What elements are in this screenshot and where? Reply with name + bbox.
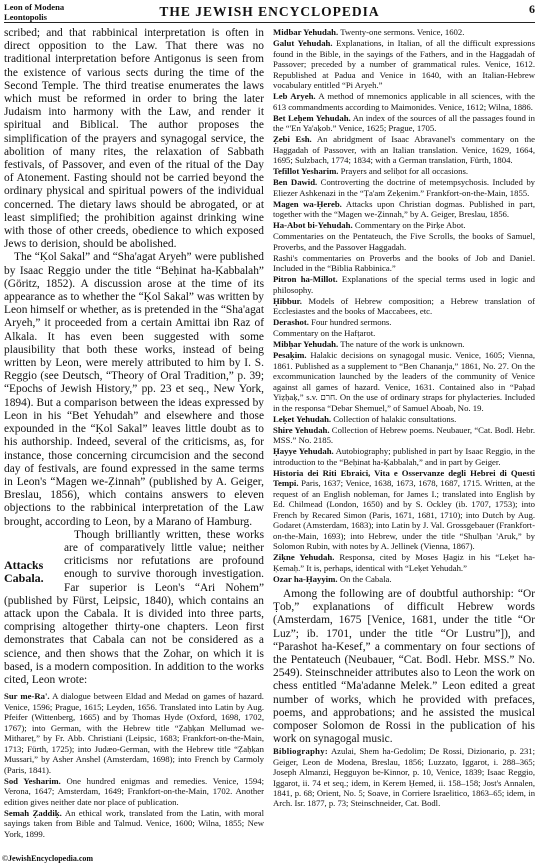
work-entry [273, 350, 535, 413]
work-description: On the Cabala. [339, 573, 392, 584]
work-title: Bet Leḥem Yehudah. [273, 112, 351, 123]
work-title: Historia dei Riti Ebraici, Vita e Osservanze degli Hebrei di Questi Tempi. [273, 467, 535, 488]
header-rule [4, 22, 535, 23]
work-description: An ethical work, translated from the Latin, with moral sayings taken from Bible and Talmud. Venice, 1600; Wilna, 1855; New York, 1899. [4, 807, 264, 839]
work-title: Midbar Yehudah. [273, 27, 339, 37]
work-entry [273, 166, 535, 177]
work-description: Autobiography; published in part by Isaac Reggio, in the introduction to the “Beḥinat ha-Ḳabbalah,” and in part by Geiger. [273, 446, 535, 467]
work-title: Ẓebi Esh. [273, 134, 312, 144]
work-title: Ben Dawid. [273, 177, 318, 187]
body-paragraph: scribed; and that rabbinical interpretation is often in direct opposition to the Law. That there was no traditional interpretation before Antigonus is seen from the existence of various sects during the time of the Second Temple. The third treatise enumerates the laws which must be reformed in order to bring the later Judaism into harmony with the Law, and render it spiritual and Biblical. The author proposes the simplification of the prayers and synagogal service, the abolition of many rites, the relaxation of Sabbath festivals, of Passover, and even of the ritual of the Day of Atonement. Fasting should not be carried beyond the ordinary physical and spiritual powers of the individual concerned. The dietary laws should be abrogated, or at least simplified; the prohibition against drinking wine with those of other creeds, obedience to which exposed Jews to derision, should be abolished. [4, 27, 264, 251]
work-title: Leb Aryeh. [273, 91, 316, 101]
work-title: Mibḥar Yehudah. [273, 339, 339, 349]
work-entry [273, 253, 535, 274]
work-description: A dialogue between Eldad and Medad on games of hazard. Venice, 1596; Prague, 1615; Leyden, 1656. Translated into Latin by Aug. Pfeifer (Wittenberg, 1665) and by Thomas Hyde (Oxford, 1698, 1702, 1767); into German, with the Hebrew title “Ẓaḥḳan Mellumad we-Mithareṭ,” by Fr. Abb. Christiani (Leipsic, 1683; Frankfort-on-the-Main, 1713; Fürth, 1725); into Judæo-German, with the Hebrew title “Ẓaḥḳan Mussari,” by Asher Anshel (Amsterdam, 1698); into French by Carmoly (Paris, 1841). [4, 691, 264, 775]
bibliography-text: Azulai, Shem ha-Gedolim; De Rossi, Dizionario, p. 231; Geiger, Leon de Modena, Breslau, 1856; Luzzato, Iggarot, i. 288–365; Joseph Almanzi, Hegguyon be-Kinnor, p. 10, Venice, 1839; Isaac Reggio, Iggarot, ii. 74 et seq.; idem, in Kerem Ḥemed, ii. 158–158; Jost's Annalen, 1841, p. 68; Orient, No. 5; Soave, in Corriere Israelitico, 1863–65; idem, in Arch. Isr. 1877, p. 73; Steinschneider, Cat. Bodl. [273, 746, 535, 809]
work-description: Commentary on the Hafṭarot. [273, 328, 376, 338]
left-body-text [4, 27, 264, 687]
work-description: Rashi's commentaries on Proverbs and the books of Job and Daniel. Included in the “Biblia Rabbinica.” [273, 252, 535, 273]
work-title: Shire Yehudah. [273, 424, 330, 435]
work-title: Ḥayye Yehudah. [273, 446, 334, 456]
work-entry [273, 574, 535, 585]
work-description: Commentaries on the Pentateuch, the Five Scrolls, the books of Samuel, Proverbs, and the Passover Haggadah. [273, 231, 535, 252]
header-running-title-line-1: Leon of Modena [4, 2, 65, 12]
work-entry [273, 328, 535, 339]
footer-credit: ©JewishEncyclopedia.com [2, 854, 94, 863]
work-entry [4, 691, 264, 775]
left-column [4, 27, 264, 840]
work-description: Attacks upon Christian dogmas. Published in part, together with the “Magen we-Ẓinnah,” by A. Geiger, Breslau, 1856. [273, 198, 535, 219]
work-entry [273, 339, 535, 350]
body-paragraph: The “Ḳol Sakal” and “Sha'agat Aryeh” were published by Isaac Reggio under the title “Beḥinat ha-Ḳabbalah” (Göritz, 1852). A discussion arose at the time of its appearance as to whether the “Ḳol Sakal” was written by Leon himself or whether, as is pretended in the “Sha'agat Aryeh,” it proceeded from a certain Amittai ibn Raz of Alkala. It has even been suggested with some plausibility that both these works, instead of being written by Leon, were merely attributed to him by I. S. Reggio (see Deutsch, “Theory of Oral Tradition,” p. 39; “Epochs of Jewish History,” pp. 23 et seq., New York, 1894). But a comparison between the ideas expressed by Leon in his “Bet Yehudah” and elsewhere and those expounded in the “Ḳol Sakal” leaves little doubt as to his authorship. Indeed, several of the criticisms, as, for instance, those concerning circumcision and the second day of festivals, are found expressed in the same terms in Leon's “Magen we-Ẓinnah” (published by A. Geiger, Breslau, 1856), which contains answers to eleven objections to the rabbinical interpretation of the Law brought, according to Leon, by a Marano of Hamburg. [4, 251, 264, 528]
work-entry [273, 274, 535, 295]
work-entry [273, 317, 535, 328]
work-description: Explanations of the special terms used in logic and philosophy. [273, 274, 536, 295]
work-entry [273, 177, 535, 198]
work-entry [273, 134, 535, 166]
work-title: Tefillot Yesharim. [273, 166, 339, 176]
right-body-text [273, 588, 535, 746]
work-description: Halakic decisions on synagogal music. Venice, 1605; Vienna, 1861. Published as a supplement to “Ben Chananja,” 1861, No. 27. On the excommunication launched by the leaders of the community of Venice against all games of hazard. Venice, 1631. Contained also in “Paḥad Yiẓḥaḳ,” s.v. חרם. On the use of ordinary straps for phylacteries. Included in the responsa “Debar Shemuel,” of Samuel Aboab, No. 19. [273, 350, 535, 413]
work-description: An abridgment of Isaac Abravanel's commentary on the Haggadah of Passover, with an Italian translation. Venice, 1629, 1664, 1695; Sulzbach, 1774; 1834; with a German translation, Fürth, 1804. [273, 134, 535, 165]
work-description: Four hundred sermons. [311, 317, 392, 327]
work-entry [273, 38, 535, 91]
work-title: Sur me-Ra'. [4, 691, 50, 702]
page-header [4, 2, 535, 28]
work-description: Twenty-one sermons. Venice, 1602. [340, 27, 465, 37]
work-entry [273, 425, 535, 446]
work-description: The nature of the work is unknown. [340, 339, 465, 349]
work-description: An index of the sources of all the passages found in the “'En Ya'aḳob.” Venice, 1625; Prague, 1705. [273, 112, 536, 133]
work-entry [273, 296, 535, 317]
work-entry [4, 776, 264, 808]
work-title: Ḥibbur. [273, 295, 302, 306]
work-entry [273, 231, 535, 252]
header-running-title-line-2: Leontopolis [4, 12, 47, 22]
work-title: Magen wa-Ḥereb. [273, 198, 342, 209]
work-description: Responsa, cited by Moses Ḥagiz in his “Leḳet ha-Ḳemaḥ.” It is, perhaps, identical with “Leḳet Yehudah.” [273, 552, 536, 573]
work-description: Explanations, in Italian, of all the difficult expressions found in the Bible, in the sayings of the Fathers, and in the Haggadah of Passover; preceded by a number of grammatical rules. Venice, 1612. Republished at Padua and Venice in 1640, with an Italian-Hebrew vocabulary entitled “Pi Aryeh.” [273, 38, 536, 90]
work-description: Commentary on the Pirḳe Abot. [354, 220, 466, 230]
works-list [4, 691, 264, 839]
work-title: Sod Yesharim. [4, 775, 61, 786]
right-column [273, 27, 535, 809]
work-title: Ozar ha-Ḥayyim. [273, 573, 338, 584]
work-entry [273, 27, 535, 38]
cabala-section [4, 529, 264, 687]
work-description: Controverting the doctrine of metempsychosis. Included by Eliezer Ashkenazi in the “Ṭa'am Zeḳenim.” Frankfort-on-the-Main, 1855. [273, 177, 536, 198]
work-description: Prayers and seliḥot for all occasions. [340, 166, 469, 176]
work-entry [273, 552, 535, 573]
bibliography [273, 746, 535, 808]
works-list [273, 27, 535, 584]
work-title: Pitron ha-Millot. [273, 274, 338, 284]
work-entry [273, 414, 535, 425]
work-entry [4, 808, 264, 840]
bibliography-label: Bibliography: [273, 746, 328, 757]
work-title: Leḳet Yehudah. [273, 413, 332, 424]
work-description: A method of mnemonics applicable in all sciences, with the 613 commandments according to Maimonides. Venice, 1612; Wilna, 1886. [273, 91, 535, 112]
body-paragraph: Among the following are of doubtful authorship: “Or Ṭob,” explanations of difficult Hebrew words (Amsterdam, 1675 [Venice, 1681, under the title “Or Luz”; ib. 1701, under the title “Or Lustru”]), and “Parashot ha-Kesef,” a commentary on four sections of the Pentateuch (Neubauer, “Cat. Bodl. Hebr. MSS.” No. 2549). Steinschneider attributes also to Leon the work on chess entitled “Ma'adanne Melek.” Leon edited a great number of works, which he provided with prefaces, poems, and approbations; and he assisted the musical composer Solomon de Rossi in the publication of his work on synagogal music. [273, 588, 535, 746]
work-description: Collection of halakic consultations. [333, 413, 457, 424]
work-entry [273, 220, 535, 231]
header-page-number: 6 [529, 2, 535, 16]
work-title: Pesaḳim. [273, 350, 307, 360]
work-entry [273, 468, 535, 552]
work-entry [273, 113, 535, 134]
work-title: Ha-Abot bi-Yehudah. [273, 220, 353, 230]
work-description: Paris, 1637; Venice, 1638, 1673, 1678, 1687, 1715. Written, at the request of an English nobleman, for James I.; translated into English by Ed. Chilmead (London, 1650) and by S. Ockley (ib. 1707, 1753); into French by Recared Simon (Paris, 1671, 1681, 1710); into Dutch by Aug. Godaret (Amsterdam, 1683); into Latin by J. Val. Grossgebauer (Frankfort-on-the-Main, 1693); into Hebrew, under the title “Shulḥan 'Aruk,” by Solomon Rubin, with notes by A. Jellinek (Vienna, 1867). [273, 478, 535, 551]
work-title: Derashot. [273, 317, 309, 327]
side-heading: Attacks Cabala. [4, 557, 44, 585]
work-title: Semah Ẓaddiḳ. [4, 807, 62, 818]
work-description: One hundred enigmas and remedies. Venice, 1594; Verona, 1647; Amsterdam, 1649; Frankfort-on-the-Main, 1702. Another edition gives neither date nor place of publication. [4, 775, 264, 807]
body-paragraph: Though brilliantly written, these works are of comparatively little value; neither criticisms nor refutations are profound enough to survive thorough investigation. Far superior is Leon's “Ari Nohem” (published by Fürst, Leipsic, 1840), which contains an attack upon the Cabala. It is divided into three parts, comprising altogether thirty-one chapters. Leon first demonstrates that Cabala can not be considered as a science, and then shows that the Zohar, on which it is based, is a modern composition. In addition to the works cited, Leon wrote: [4, 528, 264, 686]
work-entry [273, 199, 535, 220]
work-title: Galut Yehudah. [273, 38, 333, 48]
work-entry [273, 91, 535, 112]
work-title: Ziḳne Yehudah. [273, 552, 335, 562]
work-description: Collection of Hebrew poems. Neubauer, “Cat. Bodl. Hebr. MSS.” No. 2185. [273, 424, 535, 445]
header-publication-title: THE JEWISH ENCYCLOPEDIA [159, 4, 380, 19]
work-description: Models of Hebrew composition; a Hebrew translation of Ecclesiastes and the books of Maccabees, etc. [273, 295, 535, 316]
work-entry [273, 446, 535, 467]
